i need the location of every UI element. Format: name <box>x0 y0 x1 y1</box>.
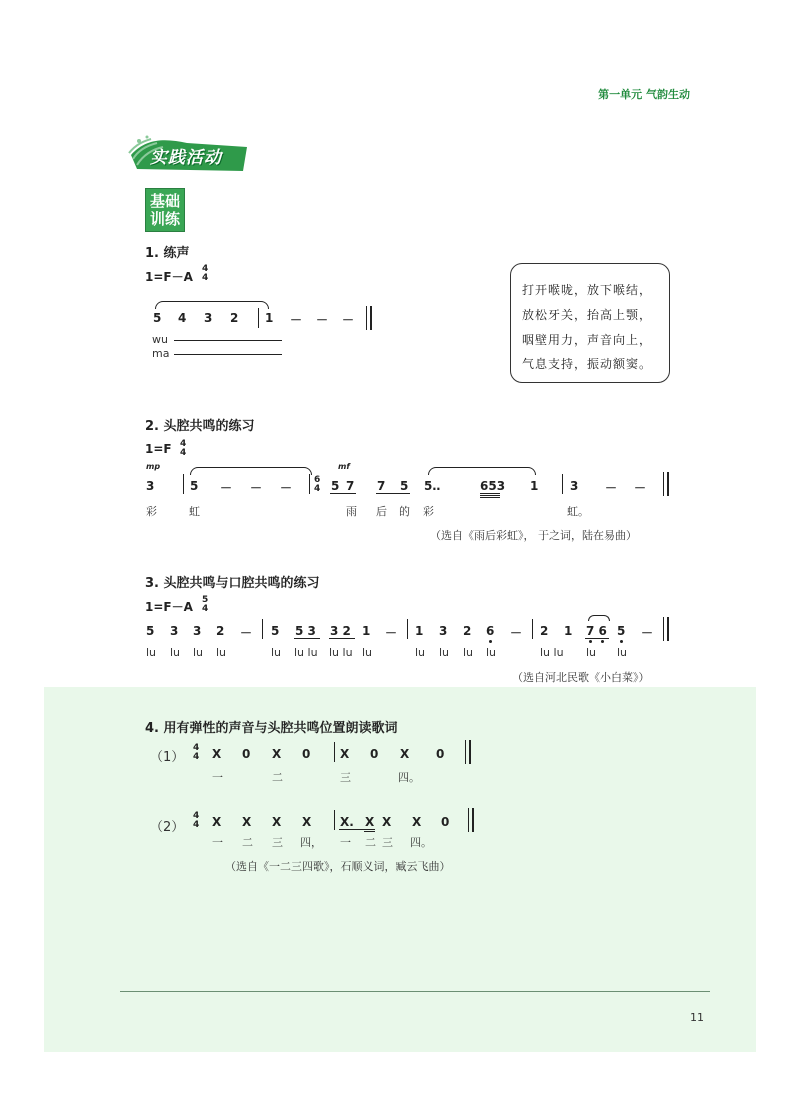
ex3-note: 3 <box>193 624 202 638</box>
ex3-note: － <box>240 626 253 640</box>
ex4-heading: 4. 用有弹性的声音与头腔共鸣位置朗读歌词 <box>145 721 398 736</box>
ex4-item1-note: X <box>400 747 410 761</box>
ex4-item1-meter-bottom: 4 <box>193 752 200 762</box>
ex4-item2-beam <box>364 831 375 832</box>
ex1-key: 1=F－A <box>145 270 193 284</box>
ex1-meter-bottom: 4 <box>202 273 209 283</box>
ex3-note: 3 2 <box>330 624 351 638</box>
ex2-barline <box>309 474 310 494</box>
footer-rule <box>120 991 710 992</box>
ex3-note: － <box>641 626 654 640</box>
ex4-item2-note: X <box>212 815 222 829</box>
ex3-beam <box>294 638 320 639</box>
ex3-lyric: lu lu <box>329 646 353 659</box>
ex3-note: 5 <box>146 624 155 638</box>
ex3-barline <box>407 619 408 639</box>
ex4-item1-meter <box>193 744 199 762</box>
unit-title: 第一单元 气韵生动 <box>598 88 690 101</box>
ex2-dynamic-mp: mp <box>146 462 161 471</box>
ex2-note: 7 <box>346 479 355 493</box>
ex2-pickup-note: 3 <box>146 479 155 493</box>
ex4-item1-note: 0 <box>370 747 379 761</box>
ex4-item2-note: X <box>412 815 422 829</box>
ex4-item2-lyric: 二 <box>242 836 253 849</box>
ex4-item1-note: X <box>272 747 282 761</box>
ex3-note: 5 3 <box>295 624 316 638</box>
ex1-meter-top: 4 <box>202 264 209 274</box>
ex1-meter <box>202 265 208 283</box>
ex2-note: 5 <box>331 479 340 493</box>
ex4-item2-beam <box>339 829 375 830</box>
ex1-note: 4 <box>178 311 187 325</box>
ex4-item1-label: （1） <box>150 750 185 765</box>
ex3-note: 1 <box>564 624 573 638</box>
ex2-heading: 2. 头腔共鸣的练习 <box>145 419 255 434</box>
tip-line: 咽壁用力，声音向上， <box>522 333 653 347</box>
ex4-item2-meter <box>193 812 199 830</box>
ex4-item2-note: X <box>365 815 375 829</box>
ex3-beam <box>329 638 355 639</box>
ex1-syllable-wu: wu <box>152 333 168 346</box>
ex1-final-barline-thin <box>366 306 367 330</box>
ex2-note: － <box>250 481 263 495</box>
ex3-lyric: lu <box>193 646 204 659</box>
ex4-item1-lyric: 二 <box>272 771 283 784</box>
ex3-note: － <box>385 626 398 640</box>
ex4-item1-note: X <box>212 747 222 761</box>
ex3-low-octave-dot <box>620 640 623 643</box>
ex3-lyric: lu <box>170 646 181 659</box>
ex2-note: 5 <box>400 479 409 493</box>
ex1-note: 3 <box>204 311 213 325</box>
ex4-item1-note: 0 <box>436 747 445 761</box>
ex2-lyric: 雨 <box>346 505 357 518</box>
ex4-item2-note: X <box>382 815 392 829</box>
ex2-barline <box>562 474 563 494</box>
ex3-note: 5 <box>271 624 280 638</box>
ex2-note: 1 <box>530 479 539 493</box>
ex4-item2-lyric: 四， <box>300 836 322 849</box>
ex3-note: 7 6 <box>586 624 607 638</box>
ex2-note: － <box>605 481 618 495</box>
ex3-note: 3 <box>439 624 448 638</box>
ex2-note: － <box>280 481 293 495</box>
ex3-meter-bottom: 4 <box>202 604 209 614</box>
ex3-low-octave-dot <box>589 640 592 643</box>
ex3-lyric: lu <box>271 646 282 659</box>
ex2-slur-1 <box>190 467 312 475</box>
ex3-lyric: lu <box>415 646 426 659</box>
ex3-heading: 3. 头腔共鸣与口腔共鸣的练习 <box>145 576 320 591</box>
tip-line: 打开喉咙，放下喉结， <box>522 283 653 297</box>
ex4-item1-final-barline-thin <box>465 740 466 764</box>
ex3-lyric: lu <box>216 646 227 659</box>
ex2-meter-change <box>314 476 320 494</box>
ex1-slur <box>155 301 269 309</box>
ex4-item2-meter-top: 4 <box>193 811 200 821</box>
ex2-note: 5‥ <box>424 479 441 493</box>
ex3-beam <box>585 638 609 639</box>
ex3-lyric: lu <box>486 646 497 659</box>
ex3-lyric: lu <box>617 646 628 659</box>
ex4-item1-meter-top: 4 <box>193 743 200 753</box>
ex2-beam <box>480 493 500 494</box>
ex3-final-barline-thick <box>667 617 669 641</box>
ex1-note: － <box>316 313 329 327</box>
ex4-item2-label: （2） <box>150 820 185 835</box>
ex3-note: 2 <box>463 624 472 638</box>
ex3-lyric: lu <box>439 646 450 659</box>
ex4-item2-note: X <box>272 815 282 829</box>
ex3-lyric: lu <box>586 646 597 659</box>
ex3-note: 2 <box>540 624 549 638</box>
ex4-item2-final-barline-thin <box>468 808 469 832</box>
ex2-final-barline-thin <box>663 472 664 496</box>
ex2-lyric: 后 <box>376 505 387 518</box>
ex2-lyric: 的 <box>399 505 410 518</box>
ex4-item1-note: 0 <box>242 747 251 761</box>
ex4-item1-note: 0 <box>302 747 311 761</box>
ex4-item1-lyric: 一 <box>212 771 223 784</box>
ex3-meter <box>202 596 208 614</box>
ex3-note: 3 <box>170 624 179 638</box>
ex3-slur <box>588 615 610 621</box>
ex3-barline <box>532 619 533 639</box>
ex3-low-octave-dot <box>489 640 492 643</box>
ex1-syllable-ma: ma <box>152 347 170 360</box>
ex2-note: － <box>634 481 647 495</box>
ex2-meter-top: 4 <box>180 439 187 449</box>
ex3-note: 2 <box>216 624 225 638</box>
page-number: 11 <box>690 1011 704 1024</box>
ex3-note: 6 <box>486 624 495 638</box>
ex3-low-octave-dot <box>601 640 604 643</box>
ex2-lyric: 虹 <box>189 505 200 518</box>
ex4-item2-meter-bottom: 4 <box>193 820 200 830</box>
ex2-note: 3 <box>570 479 579 493</box>
ex2-beam <box>376 493 410 494</box>
ex1-note: － <box>342 313 355 327</box>
tip-line: 放松牙关，抬高上颚， <box>522 308 653 322</box>
ex3-note: 5 <box>617 624 626 638</box>
ex4-item2-lyric: 四。 <box>410 836 432 849</box>
ex2-key: 1=F <box>145 442 172 456</box>
ex2-meter <box>180 440 186 458</box>
ex3-source: （选自河北民歌《小白菜》） <box>512 671 650 684</box>
ex2-source: （选自《雨后彩虹》， 于之词，陆在易曲） <box>430 529 637 542</box>
ex4-item2-lyric: 三 <box>382 836 393 849</box>
ex4-item2-lyric: 一 <box>340 836 351 849</box>
practice-banner-label: 实践活动 <box>150 148 222 168</box>
ex2-meter-bottom: 4 <box>180 448 187 458</box>
ex4-item1-barline <box>334 742 335 762</box>
ex4-item1-lyric: 三 <box>340 771 351 784</box>
ex2-beam <box>330 493 356 494</box>
ex4-source: （选自《一二三四歌》，石顺义词，臧云飞曲） <box>225 860 451 873</box>
ex2-lyric: 彩 <box>146 505 157 518</box>
ex3-final-barline-thin <box>663 617 664 641</box>
ex1-barline <box>258 308 259 328</box>
ex1-heading: 1. 练声 <box>145 246 190 261</box>
ex3-lyric: lu <box>362 646 373 659</box>
ex4-item1-note: X <box>340 747 350 761</box>
tip-line: 气息支持，振动额窦。 <box>522 357 653 371</box>
ex4-item2-lyric: 二 <box>365 836 376 849</box>
ex2-lyric: 彩 <box>423 505 434 518</box>
ex3-lyric: lu <box>146 646 157 659</box>
ex2-note: 653 <box>480 479 506 493</box>
badge-line-1: 基础 <box>149 192 180 210</box>
ex3-barline <box>262 619 263 639</box>
ex2-meter2-bottom: 4 <box>314 484 321 494</box>
ex2-beam <box>480 497 500 498</box>
ex4-item2-note: X <box>302 815 312 829</box>
ex3-lyric: lu lu <box>294 646 318 659</box>
ex4-item2-final-barline-thick <box>472 808 474 832</box>
ex4-item2-lyric: 三 <box>272 836 283 849</box>
ex2-slur-2 <box>428 467 536 475</box>
ex1-note: 5 <box>153 311 162 325</box>
ex2-final-barline-thick <box>667 472 669 496</box>
ex3-lyric: lu <box>463 646 474 659</box>
basic-training-badge <box>145 188 185 232</box>
ex3-note: 1 <box>415 624 424 638</box>
ex4-item2-note: 0 <box>441 815 450 829</box>
ex3-meter-top: 5 <box>202 595 209 605</box>
ex2-dynamic-mf: mf <box>338 462 350 471</box>
ex3-key: 1=F－A <box>145 600 193 614</box>
ex1-hold-line-wu <box>174 340 282 341</box>
ex4-item2-note: X <box>242 815 252 829</box>
ex2-lyric: 虹。 <box>567 505 589 518</box>
ex4-item1-final-barline-thick <box>469 740 471 764</box>
ex1-hold-line-ma <box>174 354 282 355</box>
ex2-note: 7 <box>377 479 386 493</box>
ex2-beam <box>480 495 500 496</box>
ex2-note: － <box>220 481 233 495</box>
ex4-item2-barline <box>334 810 335 830</box>
ex1-note: － <box>290 313 303 327</box>
ex1-note: 2 <box>230 311 239 325</box>
badge-line-2: 训练 <box>149 210 180 228</box>
ex3-lyric: lu lu <box>540 646 564 659</box>
ex4-item1-lyric: 四。 <box>398 771 420 784</box>
ex4-item2-note: X. <box>340 815 354 829</box>
ex2-meter2-top: 6 <box>314 475 321 485</box>
ex1-note: 1 <box>265 311 274 325</box>
ex2-note: 5 <box>190 479 199 493</box>
ex2-barline <box>183 474 184 494</box>
ex1-final-barline-thick <box>370 306 372 330</box>
ex3-note: － <box>510 626 523 640</box>
ex4-item2-lyric: 一 <box>212 836 223 849</box>
ex3-note: 1 <box>362 624 371 638</box>
